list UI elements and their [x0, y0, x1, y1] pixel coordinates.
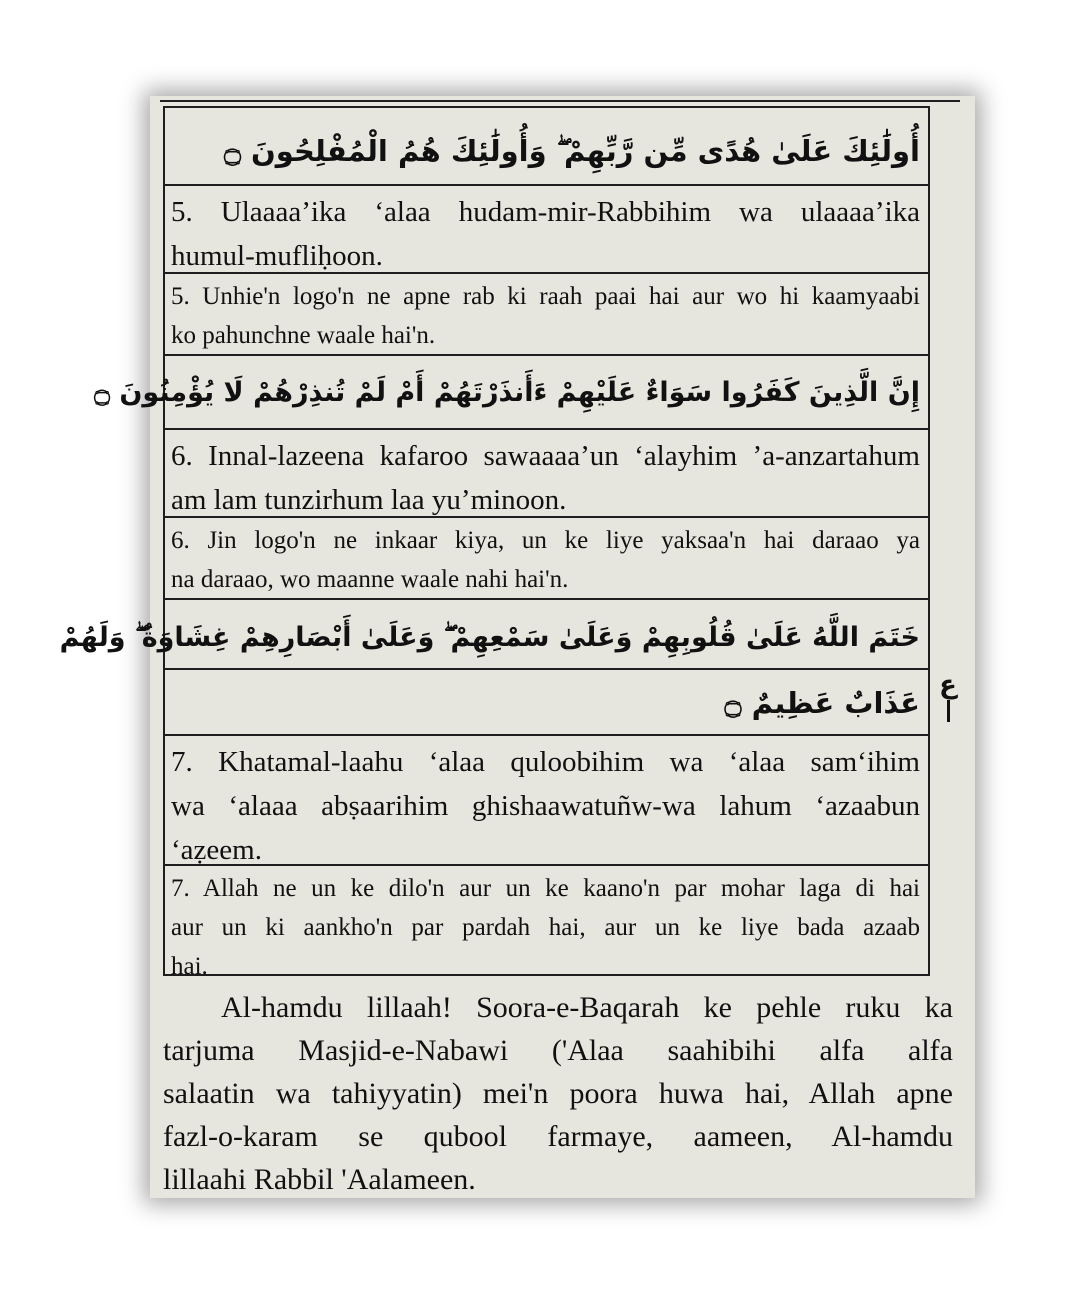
verse-7-transliteration [165, 736, 928, 866]
verse-6-transliteration-line: 6. Innal-lazeena kafaroo sawaaaa’un ‘alayhim ’a-anzartahum [171, 440, 920, 472]
verse-7-translation [165, 866, 928, 980]
closing-paragraph [163, 986, 953, 1201]
closing-line: lillaahi Rabbil 'Aalameen. [163, 1163, 476, 1196]
verse-5-arabic: أُولَٰئِكَ عَلَىٰ هُدًى مِّن رَّبِّهِمْ ۖ وَأُولَٰئِكَ هُمُ الْمُفْلِحُونَ ۝ [165, 108, 928, 186]
closing-line: Al-hamdu lillaah! Soora-e-Baqarah ke pehle ruku ka [221, 991, 953, 1024]
ruku-bar [947, 700, 950, 722]
verse-7-translation-line: 7. Allah ne un ke dilo'n aur un ke kaano'n par mohar laga di hai [171, 875, 920, 902]
ruku-letter: ع [939, 670, 957, 700]
verse-6-translation-line: 6. Jin logo'n ne inkaar kiya, un ke liye yaksaa'n hai daraao ya [171, 527, 920, 554]
verse-7-translation-line: aur un ki aankho'n par pardah hai, aur un ke liye bada azaab [171, 914, 920, 941]
verses-table [59, 106, 930, 980]
verse-6-arabic: إِنَّ الَّذِينَ كَفَرُوا سَوَاءٌ عَلَيْهِمْ ءَأَنذَرْتَهُمْ أَمْ لَمْ تُنذِرْهُمْ لَا يُؤْمِنُونَ ۝ [165, 356, 928, 430]
verse-5-translation [165, 274, 928, 356]
ruku-end-mark [928, 670, 968, 722]
closing-line: fazl-o-karam se qubool farmaye, aameen, Al-hamdu [163, 1120, 953, 1153]
closing-line: tarjuma Masjid-e-Nabawi ('Alaa saahibihi alfa alfa [163, 1034, 953, 1067]
verse-5-translation-line: ko pahunchne waale hai'n. [171, 322, 436, 349]
verse-5-transliteration [165, 186, 928, 274]
verse-6-translation-line: na daraao, wo maanne waale nahi hai'n. [171, 566, 569, 593]
verse-7-arabic-line-2: عَذَابٌ عَظِيمٌ ۝ [165, 670, 928, 736]
verse-7-transliteration-line: ‘aẓeem. [171, 834, 262, 866]
verse-6-transliteration [165, 430, 928, 518]
verse-7-transliteration-line: 7. Khatamal-laahu ‘alaa quloobihim wa ‘alaa sam‘ihim [171, 746, 920, 778]
verse-5-transliteration-line: humul-mufliḥoon. [171, 240, 383, 272]
closing-line: salaatin wa tahiyyatin) mei'n poora huwa hai, Allah apne [163, 1077, 953, 1110]
verse-6-translation [165, 518, 928, 600]
verse-7-arabic-line-1: خَتَمَ اللَّهُ عَلَىٰ قُلُوبِهِمْ وَعَلَىٰ سَمْعِهِمْ ۖ وَعَلَىٰ أَبْصَارِهِمْ غِشَاوَةٌ ۖ وَلَهُمْ [165, 600, 928, 670]
verse-5-translation-line: 5. Unhie'n logo'n ne apne rab ki raah paai hai aur wo hi kaamyaabi [171, 283, 920, 310]
verse-7-translation-line: hai. [171, 953, 208, 980]
verse-6-transliteration-line: am lam tunzirhum laa yu’minoon. [171, 484, 567, 516]
top-rule [160, 100, 960, 102]
book-page [59, 96, 975, 1198]
verse-7-transliteration-line: wa ‘alaaa abṣaarihim ghishaawatuñw-wa lahum ‘azaabun [171, 790, 920, 822]
verse-5-transliteration-line: 5. Ulaaaa’ika ‘alaa hudam-mir-Rabbihim wa ulaaaa’ika [171, 196, 920, 228]
